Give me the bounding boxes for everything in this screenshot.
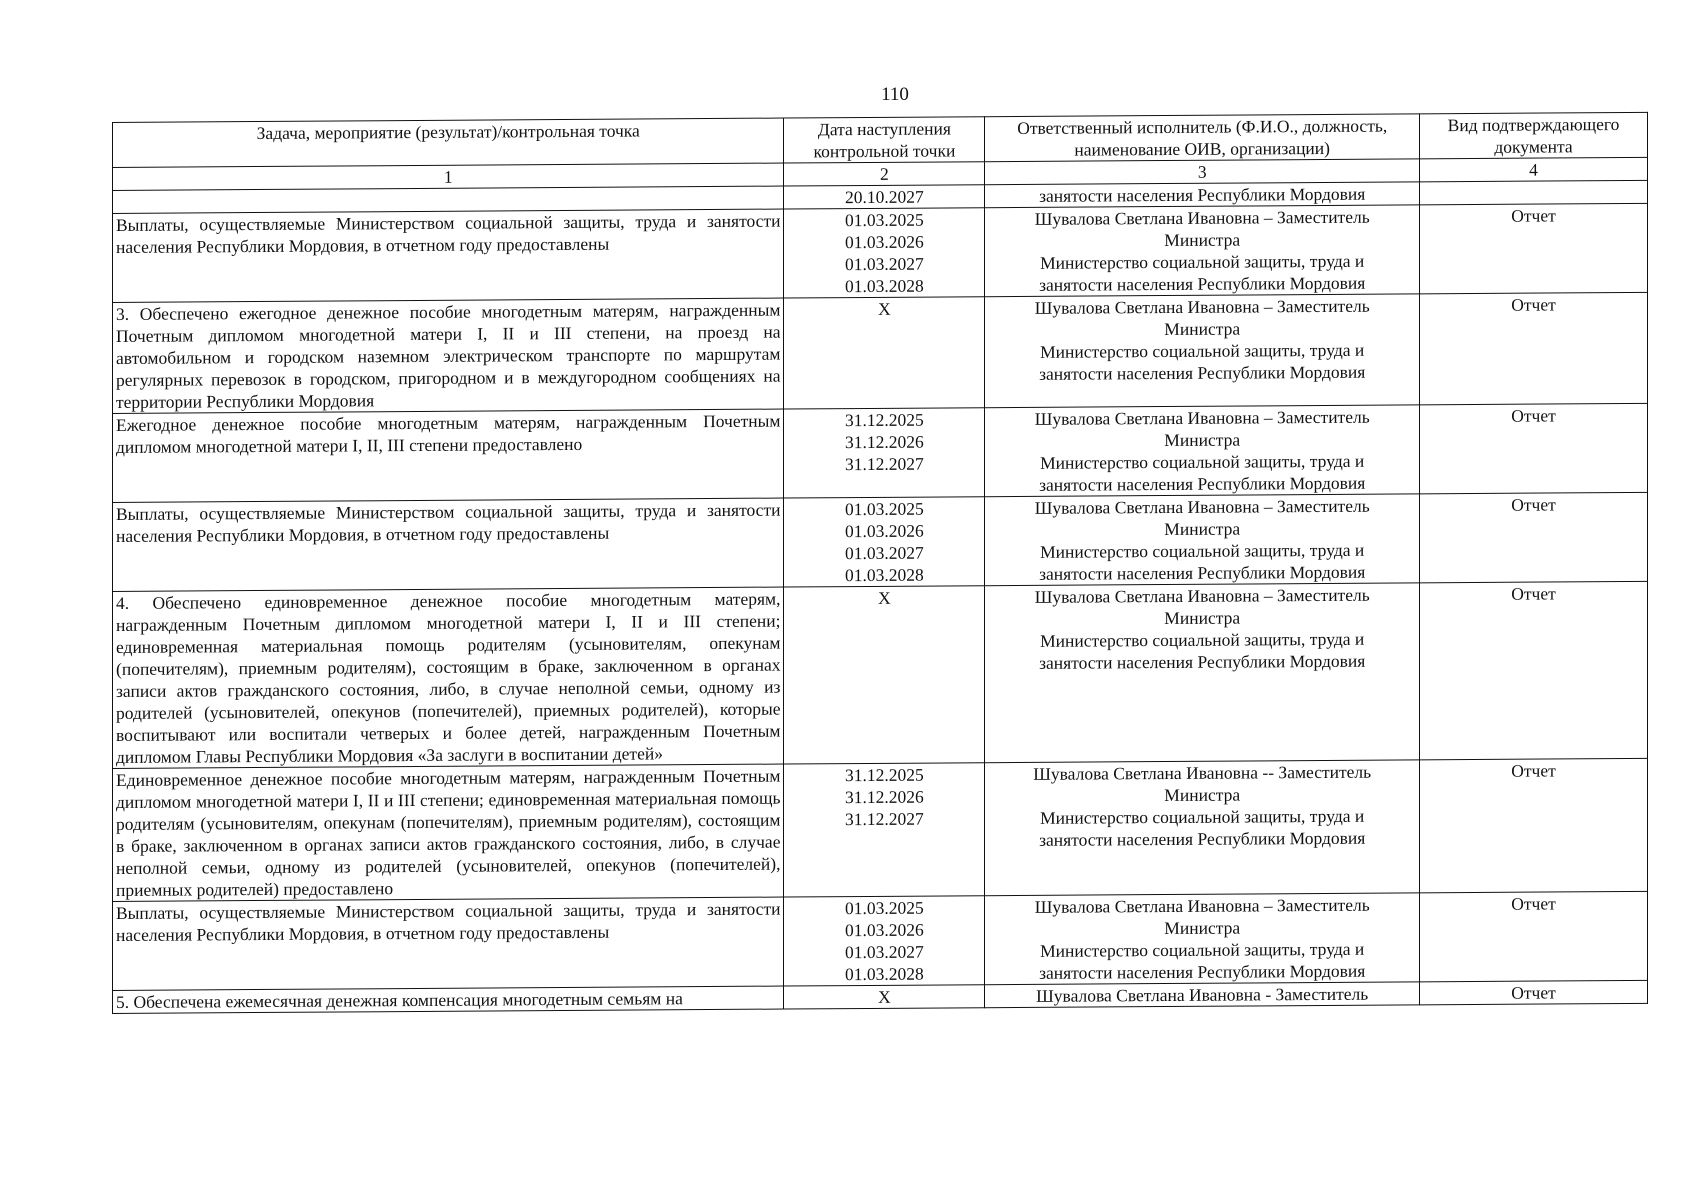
control-date: 20.10.2027 xyxy=(845,186,924,208)
column-number: 3 xyxy=(985,159,1420,185)
control-date: X xyxy=(878,986,891,1007)
responsible-line: Министра xyxy=(1164,229,1241,251)
responsible-cell xyxy=(985,760,1420,896)
responsible-line: Шувалова Светлана Ивановна – Заместитель xyxy=(1034,894,1370,917)
control-date: 01.03.2026 xyxy=(845,919,924,941)
responsible-line: Шувалова Светлана Ивановна – Заместитель xyxy=(1034,295,1370,318)
control-date: 01.03.2025 xyxy=(845,498,924,520)
table-row xyxy=(113,581,1648,768)
task-cell: Ежегодное денежное пособие многодетным матерям, награжденным Почетным дипломом многодетной матери I, II, III степени предоставлено xyxy=(113,409,784,502)
task-cell: Выплаты, осуществляемые Министерством социальной защиты, труда и занятости населения Республики Мордовия, в отчетном году предоставлены xyxy=(113,897,784,990)
responsible-line: занятости населения Республики Мордовия xyxy=(1039,361,1366,384)
column-number: 2 xyxy=(784,162,985,186)
responsible-line: Министерство социальной защиты, труда и xyxy=(1040,339,1365,362)
date-cell xyxy=(784,497,985,587)
responsible-line: занятости населения Республики Мордовия xyxy=(1039,272,1366,295)
control-date: 01.03.2025 xyxy=(845,897,924,919)
document-type-cell: Отчет xyxy=(1420,403,1648,494)
responsible-line: занятости населения Республики Мордовия xyxy=(1039,960,1366,983)
document-type-cell: Отчет xyxy=(1420,758,1648,893)
document-type-cell: Отчет xyxy=(1420,581,1648,760)
header-date: Дата наступления контрольной точки xyxy=(784,117,985,163)
responsible-cell xyxy=(985,205,1420,297)
table-row xyxy=(113,203,1648,302)
table-row xyxy=(113,403,1648,502)
responsible-cell xyxy=(985,494,1420,586)
table-row xyxy=(113,758,1648,901)
control-date: 31.12.2027 xyxy=(845,808,924,830)
header-task: Задача, мероприятие (результат)/контрольная точка xyxy=(113,118,784,167)
control-date: 01.03.2025 xyxy=(845,209,924,231)
responsible-line: занятости населения Республики Мордовия xyxy=(1039,650,1366,673)
date-cell xyxy=(784,408,985,498)
table-body xyxy=(113,180,1648,1013)
responsible-line: занятости населения Республики Мордовия xyxy=(1039,561,1366,584)
responsible-line: Министерство социальной защиты, труда и xyxy=(1040,250,1365,273)
responsible-cell xyxy=(985,405,1420,497)
responsible-line: Шувалова Светлана Ивановна - Заместитель xyxy=(1036,983,1369,1006)
responsible-line: Шувалова Светлана Ивановна – Заместитель xyxy=(1034,406,1370,429)
control-date: 01.03.2026 xyxy=(845,231,924,253)
control-date: 31.12.2025 xyxy=(845,409,924,431)
column-number: 4 xyxy=(1420,157,1648,182)
responsible-cell xyxy=(985,893,1420,985)
control-date: 01.03.2026 xyxy=(845,520,924,542)
responsible-line: Шувалова Светлана Ивановна -- Заместитель xyxy=(1033,761,1372,784)
document-type-cell: Отчет xyxy=(1420,891,1648,982)
responsible-line: Министерство социальной защиты, труда и xyxy=(1040,628,1365,651)
control-date: 01.03.2028 xyxy=(845,963,924,985)
date-cell xyxy=(784,208,985,298)
control-points-table xyxy=(112,112,1648,1014)
document-type-cell xyxy=(1420,180,1648,205)
column-number: 1 xyxy=(113,163,784,190)
responsible-line: Министерство социальной защиты, труда и xyxy=(1040,450,1365,473)
control-date: X xyxy=(878,298,891,319)
responsible-cell xyxy=(985,982,1420,1008)
document-type-cell: Отчет xyxy=(1420,292,1648,405)
task-cell: Выплаты, осуществляемые Министерством социальной защиты, труда и занятости населения Республики Мордовия, в отчетном году предоставлены xyxy=(113,209,784,302)
date-cell xyxy=(784,896,985,986)
control-date: 31.12.2025 xyxy=(845,764,924,786)
date-cell xyxy=(784,985,985,1009)
task-cell: 3. Обеспечено ежегодное денежное пособие многодетным матерям, награжденным Почетным дипломом многодетной матери I, II и III степени, на проезд на автомобильном и городском наземном электрическом транспорте по маршрутам регулярных перевозок в городском, пригородном и в междугородном сообщениях на территории Республики Мордовия xyxy=(113,298,784,413)
control-date: 31.12.2026 xyxy=(845,431,924,453)
header-responsible: Ответственный исполнитель (Ф.И.О., должность, наименование ОИВ, организации) xyxy=(985,114,1420,162)
control-date: 31.12.2027 xyxy=(845,453,924,475)
responsible-line: Министра xyxy=(1164,518,1241,540)
responsible-line: Министерство социальной защиты, труда и xyxy=(1040,539,1365,562)
responsible-line: Министра xyxy=(1164,429,1241,451)
responsible-line: Министра xyxy=(1164,607,1241,629)
responsible-line: занятости населения Республики Мордовия xyxy=(1039,827,1366,850)
responsible-cell xyxy=(985,182,1420,208)
responsible-line: Министерство социальной защиты, труда и xyxy=(1040,805,1365,828)
task-cell: Выплаты, осуществляемые Министерством социальной защиты, труда и занятости населения Республики Мордовия, в отчетном году предоставлены xyxy=(113,498,784,591)
responsible-line: Шувалова Светлана Ивановна – Заместитель xyxy=(1034,584,1370,607)
header-document: Вид подтверждающего документа xyxy=(1420,112,1648,159)
document-type-cell: Отчет xyxy=(1420,492,1648,583)
table-row xyxy=(113,492,1648,591)
date-cell xyxy=(784,185,985,209)
task-cell: Единовременное денежное пособие многодетным матерям, награжденным Почетным дипломом многодетной матери I, II и III степени; единовременная материальная помощь родителям (усыновителям, опекунам (попечителям), приемным родителям), состоящим в браке, заключенном в органах записи актов гражданского состояния, либо, в случае неполной семьи, одному из родителей (усыновителей, опекунов (попечителей), приемных родителей) предоставлено xyxy=(113,764,784,901)
control-date: 01.03.2027 xyxy=(845,542,924,564)
task-cell: 5. Обеспечена ежемесячная денежная компенсация многодетным семьям на xyxy=(113,986,784,1013)
control-date: 01.03.2027 xyxy=(845,941,924,963)
responsible-line: Министерство социальной защиты, труда и xyxy=(1040,938,1365,961)
page-number: 110 xyxy=(881,84,909,105)
table-row xyxy=(113,292,1648,413)
control-date: X xyxy=(878,587,891,608)
responsible-line: Министра xyxy=(1164,784,1241,806)
date-cell xyxy=(784,586,985,764)
responsible-cell xyxy=(985,294,1420,408)
date-cell xyxy=(784,763,985,897)
control-date: 01.03.2028 xyxy=(845,275,924,297)
responsible-line: Министра xyxy=(1164,917,1241,939)
responsible-line: Шувалова Светлана Ивановна – Заместитель xyxy=(1034,206,1370,229)
task-cell: 4. Обеспечено единовременное денежное пособие многодетным матерям, награжденным Почетным дипломом многодетной матери I, II и III степени; единовременная материальная помощь родителям (усыновителям, опекунам (попечителям), приемным родителям), состоящим в браке, заключенном в органах записи актов гражданского состояния, либо, в случае неполной семьи, одному из родителей (усыновителей, опекунов (попечителей), приемных родителей), которые воспитывают или воспитали четверых и более детей, награжденным Почетным дипломом Главы Республики Мордовия «За заслуги в воспитании детей» xyxy=(113,587,784,768)
date-cell xyxy=(784,297,985,409)
control-date: 01.03.2027 xyxy=(845,253,924,275)
control-date: 01.03.2028 xyxy=(845,564,924,586)
table-row xyxy=(113,891,1648,990)
responsible-line: Министра xyxy=(1164,318,1241,340)
responsible-line: Шувалова Светлана Ивановна – Заместитель xyxy=(1034,495,1370,518)
responsible-cell xyxy=(985,583,1420,763)
document-type-cell: Отчет xyxy=(1420,203,1648,294)
responsible-line: занятости населения Республики Мордовия xyxy=(1039,183,1366,206)
control-date: 31.12.2026 xyxy=(845,786,924,808)
document-type-cell: Отчет xyxy=(1420,980,1648,1005)
responsible-line: занятости населения Республики Мордовия xyxy=(1039,472,1366,495)
